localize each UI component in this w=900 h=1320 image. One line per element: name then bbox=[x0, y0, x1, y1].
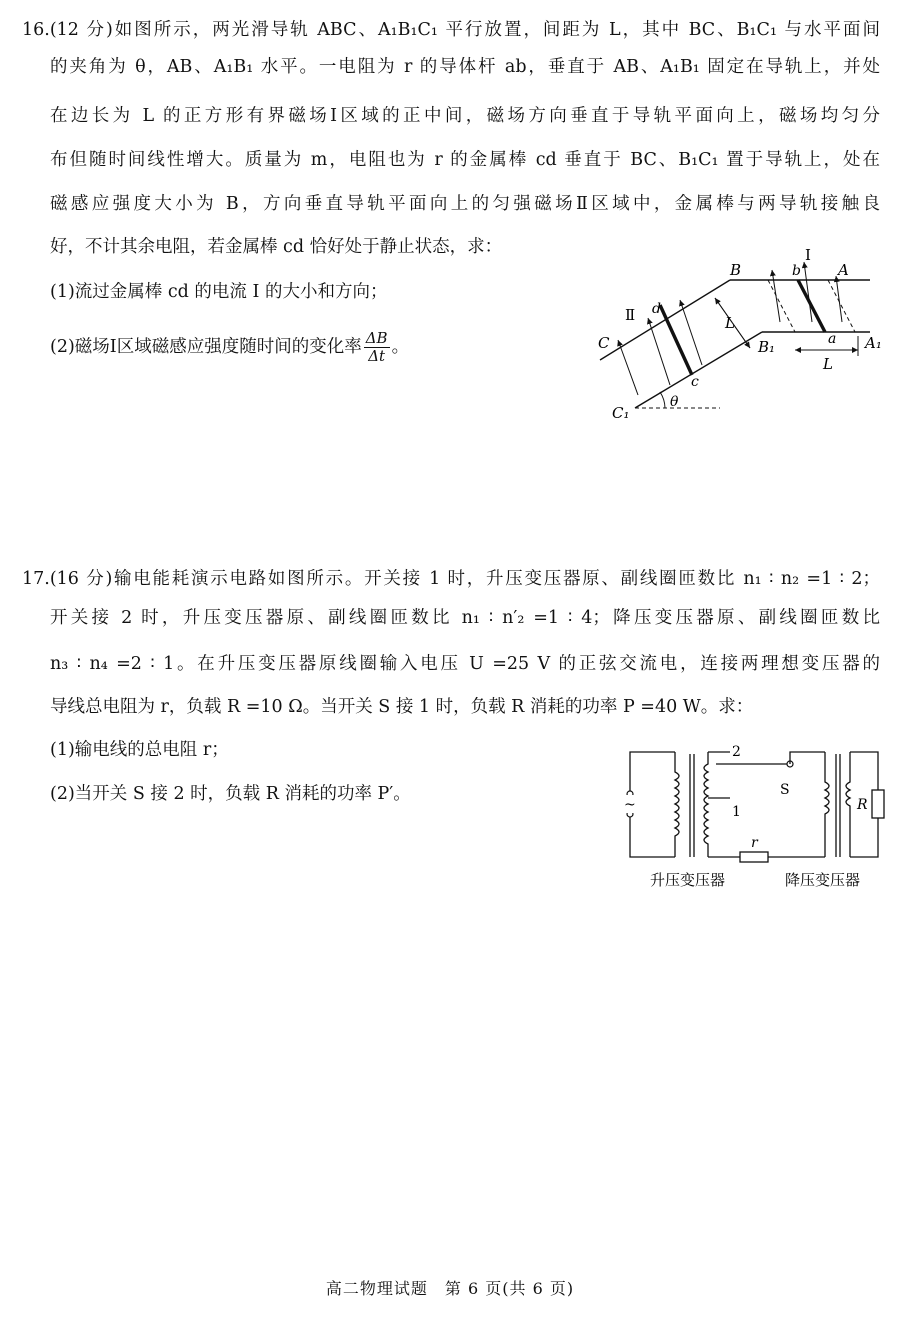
q16-line-3: 在边长为 L 的正方形有界磁场Ⅰ区域的正中间，磁场方向垂直于导轨平面向上，磁场均匀分 bbox=[50, 106, 880, 126]
load-resistor-label: R bbox=[857, 797, 868, 813]
label-d: d bbox=[652, 301, 661, 317]
tap-2-label: 2 bbox=[732, 744, 741, 760]
q16-line-6: 好，不计其余电阻，若金属棒 cd 恰好处于静止状态，求： bbox=[50, 237, 503, 257]
label-theta: θ bbox=[670, 394, 679, 410]
conductor-rod-ab bbox=[798, 280, 825, 332]
step-down-transformer-caption: 降压变压器 bbox=[785, 871, 861, 889]
load-resistor-R bbox=[872, 790, 884, 818]
field-arrow-3-region-1 bbox=[836, 276, 842, 322]
label-a: a bbox=[828, 331, 837, 347]
q17-line-2: 开关接 2 时，升压变压器原、副线圈匝数比 n₁ ∶ n′₂ =1 ∶ 4；降压变压器原、副线圈匝数比 bbox=[50, 608, 880, 628]
label-c: c bbox=[691, 374, 699, 390]
rail-lower-incline bbox=[635, 332, 762, 408]
fraction-numerator: ΔB bbox=[365, 329, 388, 347]
q17-line-4: 导线总电阻为 r，负载 R =10 Ω。当开关 S 接 1 时，负载 R 消耗的功率 P =40 W。求： bbox=[50, 697, 754, 717]
step-up-transformer-caption: 升压变压器 bbox=[650, 871, 726, 889]
q17-line-3: n₃ ∶ n₄ =2 ∶ 1。在升压变压器原线圈输入电压 U =25 V 的正弦交流电，连接两理想变压器的 bbox=[50, 654, 880, 674]
label-B: B bbox=[730, 261, 742, 279]
step-down-secondary-coil bbox=[846, 752, 850, 857]
field-arrow-1-region-1 bbox=[772, 270, 780, 322]
label-B1: B₁ bbox=[758, 338, 776, 356]
label-L-horizontal: L bbox=[823, 355, 833, 373]
q17-transmission-circuit-figure bbox=[620, 742, 890, 892]
q17-line-1: 17.(16 分)输电能耗演示电路如图所示。开关接 1 时，升压变压器原、副线圈匝数比 n₁ ∶ n₂ =1 ∶ 2； bbox=[22, 569, 880, 589]
line-resistor-r bbox=[740, 852, 768, 862]
q17-sub-question-2: (2)当开关 S 接 2 时，负载 R 消耗的功率 P′。 bbox=[50, 784, 411, 804]
label-A1: A₁ bbox=[865, 334, 882, 352]
q16-sub2-text: (2)磁场Ⅰ区域磁感应强度随时间的变化率 bbox=[50, 337, 362, 357]
q16-rail-magnetic-field-figure bbox=[590, 240, 890, 430]
label-A: A bbox=[838, 261, 849, 279]
q16-line-4: 布但随时间线性增大。质量为 m，电阻也为 r 的金属棒 cd 垂直于 BC、B₁C₁ 置于导轨上，处在 bbox=[50, 150, 880, 170]
field-arrow-2-region-2 bbox=[648, 318, 670, 385]
q16-sub2-end: 。 bbox=[391, 337, 410, 357]
step-up-secondary-coil bbox=[704, 752, 708, 857]
tap-1-label: 1 bbox=[732, 804, 741, 820]
q16-line-1: 16.(12 分)如图所示，两光滑导轨 ABC、A₁B₁C₁ 平行放置，间距为 L，其中 BC、B₁C₁ 与水平面间 bbox=[22, 20, 880, 40]
switch-label: S bbox=[780, 782, 790, 798]
region-1-left-boundary bbox=[768, 280, 795, 332]
transmission-line-top bbox=[790, 752, 825, 764]
label-region-2: Ⅱ bbox=[625, 306, 636, 324]
theta-arc bbox=[660, 392, 665, 408]
step-down-primary-coil bbox=[825, 752, 829, 857]
label-b: b bbox=[792, 263, 801, 279]
fraction-denominator: Δt bbox=[368, 347, 386, 365]
region-1-right-boundary bbox=[828, 280, 855, 332]
label-C: C bbox=[598, 334, 610, 352]
q16-sub-question-1: (1)流过金属棒 cd 的电流 I 的大小和方向； bbox=[50, 282, 388, 302]
ac-source-symbol: ~ bbox=[624, 797, 636, 813]
q17-sub-question-1: (1)输电线的总电阻 r； bbox=[50, 740, 229, 760]
label-C1: C₁ bbox=[612, 404, 630, 422]
step-up-primary-coil bbox=[675, 752, 679, 857]
field-arrow-1-region-2 bbox=[618, 340, 638, 395]
q16-line-5: 磁感应强度大小为 B，方向垂直导轨平面向上的匀强磁场Ⅱ区域中，金属棒与两导轨接触良 bbox=[50, 194, 880, 214]
page-footer: 高二物理试题 第 6 页(共 6 页) bbox=[325, 1279, 575, 1298]
primary-circuit-wire bbox=[630, 752, 675, 857]
line-resistor-label: r bbox=[751, 835, 758, 851]
metal-rod-cd bbox=[660, 305, 692, 375]
q16-sub-question-2 bbox=[50, 330, 409, 365]
q16-line-2: 的夹角为 θ，AB、A₁B₁ 水平。一电阻为 r 的导体杆 ab，垂直于 AB、A₁B₁ 固定在导轨上，并处 bbox=[50, 57, 880, 77]
rate-fraction bbox=[364, 330, 390, 365]
label-L-slant: L bbox=[725, 314, 735, 332]
label-region-1: Ⅰ bbox=[805, 246, 811, 264]
